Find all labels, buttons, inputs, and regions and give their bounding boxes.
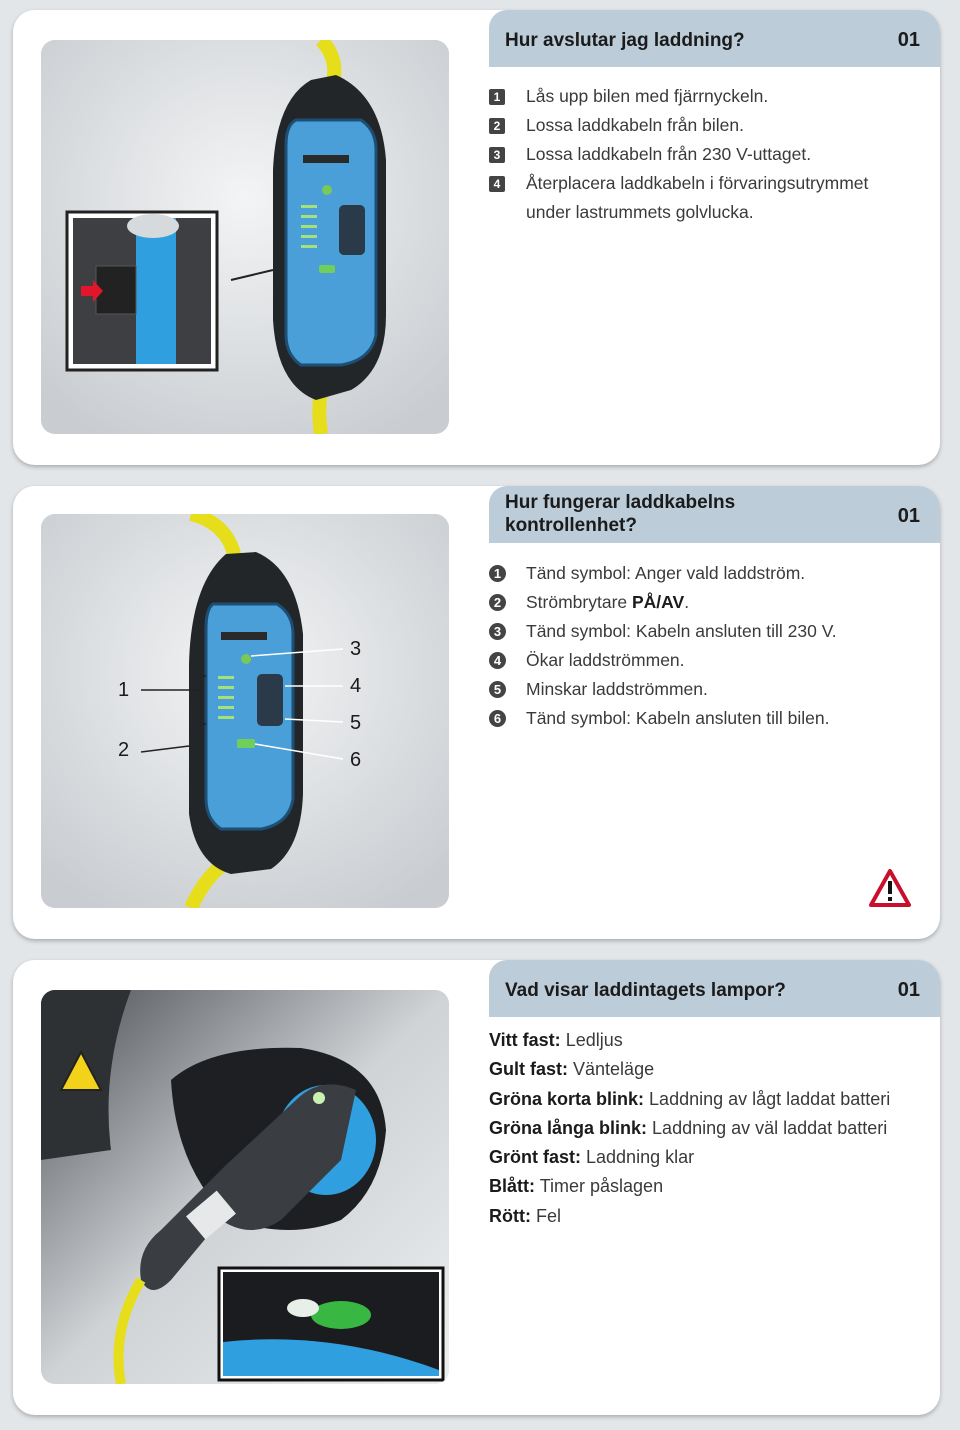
lamp-value: Fel bbox=[536, 1205, 562, 1226]
item-text: Minskar laddströmmen. bbox=[526, 679, 708, 699]
item-badge: 6 bbox=[489, 710, 506, 727]
step-item bbox=[489, 111, 906, 140]
item-badge: 4 bbox=[489, 652, 506, 669]
control-unit-illustration bbox=[41, 40, 449, 434]
item-text: Strömbrytare bbox=[526, 592, 632, 612]
step-badge: 1 bbox=[489, 89, 505, 105]
lamp-key: Gröna korta blink: bbox=[489, 1088, 645, 1109]
section1-title: Hur avslutar jag laddning? bbox=[505, 30, 745, 51]
function-item bbox=[489, 559, 837, 588]
step-badge: 4 bbox=[489, 176, 505, 192]
charging-inlet-illustration bbox=[41, 990, 449, 1384]
section2-items bbox=[489, 559, 837, 733]
lamp-item bbox=[489, 1026, 890, 1055]
section3-number: 01 bbox=[897, 979, 920, 1001]
lamp-key: Blått: bbox=[489, 1176, 535, 1197]
item-text-strong: PÅ/AV bbox=[632, 592, 685, 612]
step-item bbox=[489, 82, 906, 111]
item-badge: 3 bbox=[489, 623, 506, 640]
lamp-value: Laddning av väl laddat batteri bbox=[652, 1117, 888, 1138]
item-badge: 2 bbox=[489, 594, 506, 611]
step-item bbox=[489, 140, 906, 169]
step-badge: 3 bbox=[489, 147, 505, 163]
item-text: Tänd symbol: Anger vald laddström. bbox=[526, 563, 806, 583]
section2-number: 01 bbox=[897, 505, 920, 527]
lamp-item bbox=[489, 1202, 890, 1231]
control-unit-callout-illustration bbox=[41, 514, 449, 908]
charging-inlet-photo bbox=[41, 990, 449, 1384]
item-text-suffix: . bbox=[684, 592, 690, 612]
lamp-key: Rött: bbox=[489, 1205, 531, 1226]
function-item bbox=[489, 675, 837, 704]
lamp-item bbox=[489, 1085, 890, 1114]
control-unit-callout-photo bbox=[41, 514, 449, 908]
section-inlet-lamps bbox=[13, 960, 940, 1415]
lamp-value: Laddning klar bbox=[586, 1147, 695, 1168]
function-item bbox=[489, 617, 837, 646]
lamp-item bbox=[489, 1114, 890, 1143]
callout-2: 2 bbox=[118, 739, 130, 761]
section3-header bbox=[489, 960, 940, 1017]
step-text: Återplacera laddkabeln i förvaringsutrymmet under lastrummets golvlucka. bbox=[526, 173, 869, 222]
section1-steps bbox=[489, 82, 906, 227]
callout-3: 3 bbox=[350, 638, 362, 660]
item-badge: 1 bbox=[489, 565, 506, 582]
lamp-value: Vänteläge bbox=[573, 1059, 655, 1080]
callout-6: 6 bbox=[350, 749, 362, 771]
lamp-value: Ledljus bbox=[565, 1030, 623, 1050]
function-item bbox=[489, 704, 837, 733]
lamp-item bbox=[489, 1172, 890, 1201]
item-text: Tänd symbol: Kabeln ansluten till 230 V. bbox=[526, 621, 837, 641]
item-text: Ökar laddströmmen. bbox=[526, 650, 685, 670]
section-stop-charging bbox=[13, 10, 940, 465]
callout-5: 5 bbox=[350, 712, 362, 734]
section1-number: 01 bbox=[897, 29, 920, 51]
section-control-unit bbox=[13, 486, 940, 939]
lamp-key: Grönt fast: bbox=[489, 1147, 581, 1168]
lamp-key: Gult fast: bbox=[489, 1059, 568, 1080]
lamp-meanings bbox=[489, 1026, 890, 1231]
lamp-key: Vitt fast: bbox=[489, 1030, 561, 1050]
section3-title: Vad visar laddintagets lampor? bbox=[505, 980, 786, 1001]
item-text: Tänd symbol: Kabeln ansluten till bilen. bbox=[526, 708, 830, 728]
function-item bbox=[489, 588, 837, 617]
callout-4: 4 bbox=[350, 675, 362, 697]
lamp-key: Gröna långa blink: bbox=[489, 1117, 648, 1138]
step-item bbox=[489, 169, 906, 227]
step-text: Lossa laddkabeln från bilen. bbox=[526, 115, 744, 135]
lamp-item bbox=[489, 1055, 890, 1084]
step-text: Lås upp bilen med fjärrnyckeln. bbox=[526, 86, 769, 106]
lamp-value: Laddning av lågt laddat batteri bbox=[649, 1088, 891, 1109]
lamp-item bbox=[489, 1143, 890, 1172]
step-badge: 2 bbox=[489, 118, 505, 134]
function-item bbox=[489, 646, 837, 675]
section1-header bbox=[489, 10, 940, 67]
lamp-value: Timer påslagen bbox=[539, 1176, 664, 1197]
section2-header bbox=[489, 486, 940, 543]
step-text: Lossa laddkabeln från 230 V-uttaget. bbox=[526, 144, 812, 164]
item-badge: 5 bbox=[489, 681, 506, 698]
control-unit-photo bbox=[41, 40, 449, 434]
section2-title: Hur fungerar laddkabelns kontrollenhet? bbox=[505, 492, 736, 536]
callout-1: 1 bbox=[118, 679, 130, 701]
warning-triangle-icon bbox=[868, 868, 912, 908]
